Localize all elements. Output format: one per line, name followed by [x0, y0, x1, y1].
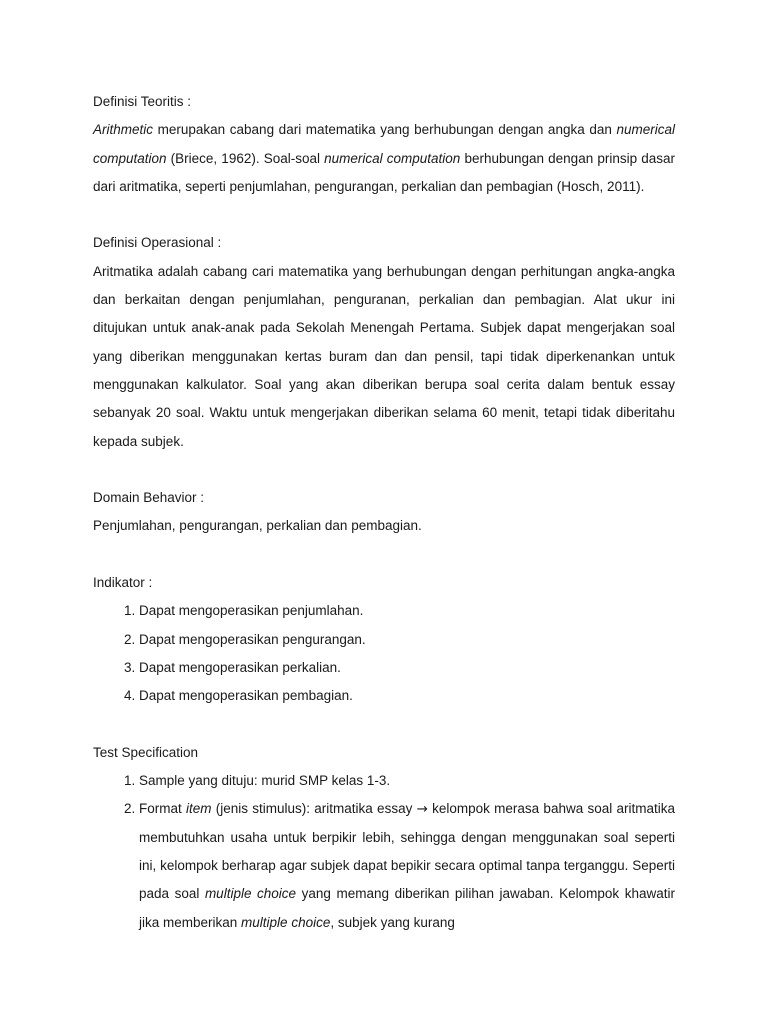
list-item: 2. Dapat mengoperasikan pengurangan. [139, 626, 675, 654]
text-run: Format [139, 801, 187, 817]
heading-indikator: Indikator : [93, 575, 153, 591]
term-item: item [186, 801, 212, 817]
text-run: berhubungan dengan prinsip dasar dari aritmatika, seperti penjumlahan, pengurangan, perkalian dan pembagian (Hosch, 2011). [93, 150, 675, 194]
list-item: 1. Dapat mengoperasikan penjumlahan. [139, 597, 675, 625]
heading-definisi-operasional: Definisi Operasional : [93, 235, 222, 251]
term-numerical-computation: numerical computation [93, 122, 675, 166]
paragraph-domain-behavior: Penjumlahan, pengurangan, perkalian dan pembagian. [93, 518, 422, 534]
text-run: (Briece, 1962). Soal-soal [166, 150, 325, 166]
list-item: 3. Dapat mengoperasikan perkalian. [139, 654, 675, 682]
spacer [93, 201, 675, 229]
heading-definisi-teoritis: Definisi Teoritis : [93, 94, 192, 109]
heading-domain-behavior: Domain Behavior : [93, 490, 205, 506]
text-run: merupakan cabang dari matematika yang berhubungan dengan angka dan [153, 122, 617, 138]
test-specification-list [93, 767, 675, 937]
indikator-list [93, 597, 675, 710]
term-arithmetic: Arithmetic [93, 122, 154, 138]
list-item: 4. Dapat mengoperasikan pembagian. [139, 682, 675, 710]
spacer [93, 541, 675, 569]
spacer [93, 711, 675, 739]
text-run: (jenis stimulus): aritmatika essay [211, 801, 417, 817]
term-multiple-choice: multiple choice [204, 886, 297, 902]
paragraph-definisi-operasional: Aritmatika adalah cabang cari matematika yang berhubungan dengan perhitungan angka-angka dan berkaitan dengan penjumlahan, penguranan, perkalian dan pembagian. Alat ukur ini ditujukan untuk anak-anak pada Sekolah Menengah Pertama. Subjek dapat mengerjakan soal yang diberikan menggunakan kertas buram dan dan pensil, tapi tidak diperkenankan untuk menggunakan kalkulator. Soal yang akan diberikan berupa soal cerita dalam bentuk essay sebanyak 20 soal. Waktu untuk mengerjakan diberikan selama 60 menit, tetapi tidak diberitahu kepada subjek. [93, 263, 675, 449]
heading-test-specification: Test Specification [93, 744, 199, 760]
text-run: , subjek yang kurang [330, 914, 455, 930]
term-numerical-computation: numerical computation [324, 150, 461, 166]
paragraph-definisi-teoritis [93, 116, 675, 201]
term-multiple-choice: multiple choice [241, 914, 331, 930]
arrow-right-icon: → [416, 801, 428, 818]
spacer [93, 456, 675, 484]
text-run: kelompok merasa bahwa soal aritmatika membutuhkan usaha untuk berpikir lebih, sehingga dengan menggunakan soal seperti ini, kelompok berharap agar subjek dapat bepikir secara optimal tanpa terganggu. Seperti pada soal [139, 801, 675, 902]
list-item [139, 795, 675, 936]
list-item: 1. Sample yang dituju: murid SMP kelas 1-3. [139, 767, 675, 795]
text-run: yang memang diberikan pilihan jawaban. Kelompok khawatir jika memberikan [139, 886, 675, 930]
